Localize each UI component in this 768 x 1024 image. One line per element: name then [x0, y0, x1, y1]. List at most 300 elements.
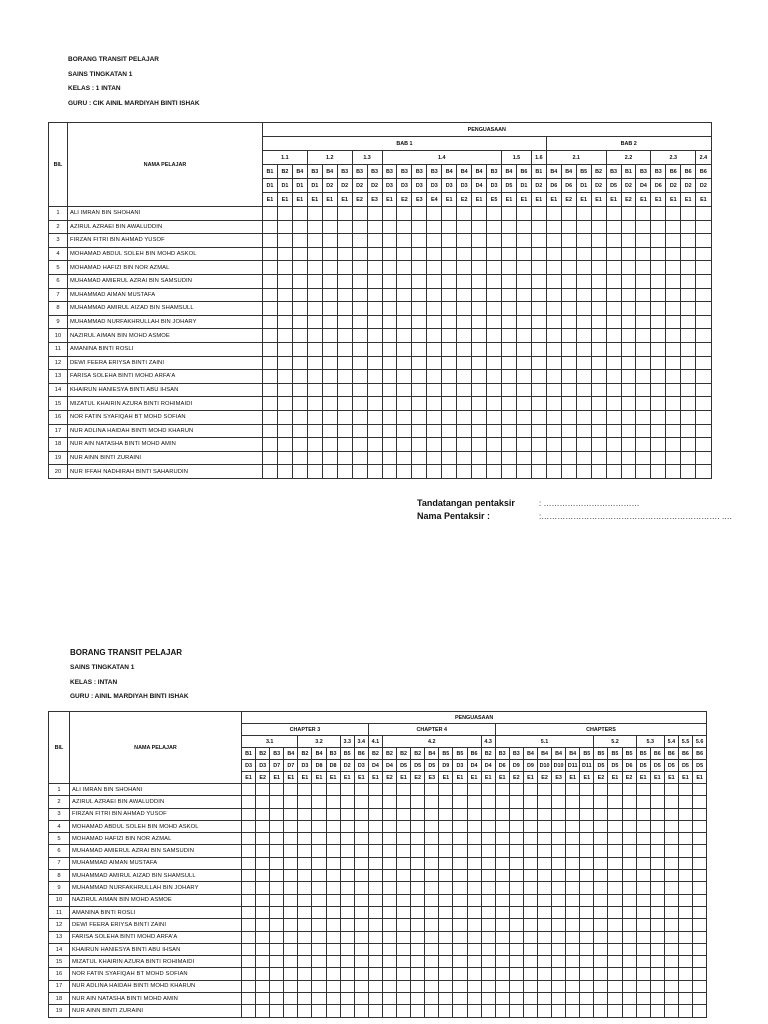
mark-cell[interactable] — [666, 315, 681, 329]
mark-cell[interactable] — [312, 808, 326, 820]
mark-cell[interactable] — [439, 870, 453, 882]
mark-cell[interactable] — [457, 207, 472, 221]
mark-cell[interactable] — [621, 274, 636, 288]
mark-cell[interactable] — [678, 993, 692, 1005]
mark-cell[interactable] — [509, 931, 523, 943]
mark-cell[interactable] — [509, 1005, 523, 1017]
mark-cell[interactable] — [368, 931, 382, 943]
mark-cell[interactable] — [666, 247, 681, 261]
mark-cell[interactable] — [678, 882, 692, 894]
mark-cell[interactable] — [427, 261, 442, 275]
mark-cell[interactable] — [270, 894, 284, 906]
mark-cell[interactable] — [242, 870, 256, 882]
mark-cell[interactable] — [425, 968, 439, 980]
mark-cell[interactable] — [442, 274, 457, 288]
mark-cell[interactable] — [606, 274, 621, 288]
mark-cell[interactable] — [382, 356, 397, 370]
mark-cell[interactable] — [481, 906, 495, 918]
mark-cell[interactable] — [531, 274, 546, 288]
mark-cell[interactable] — [664, 796, 678, 808]
mark-cell[interactable] — [502, 247, 517, 261]
mark-cell[interactable] — [546, 342, 561, 356]
mark-cell[interactable] — [576, 356, 591, 370]
mark-cell[interactable] — [608, 956, 622, 968]
mark-cell[interactable] — [457, 247, 472, 261]
mark-cell[interactable] — [552, 784, 566, 796]
mark-cell[interactable] — [622, 919, 636, 931]
mark-cell[interactable] — [427, 207, 442, 221]
mark-cell[interactable] — [425, 808, 439, 820]
mark-cell[interactable] — [523, 968, 537, 980]
mark-cell[interactable] — [412, 438, 427, 452]
mark-cell[interactable] — [453, 857, 467, 869]
mark-cell[interactable] — [412, 261, 427, 275]
mark-cell[interactable] — [472, 247, 487, 261]
mark-cell[interactable] — [322, 397, 337, 411]
mark-cell[interactable] — [516, 342, 531, 356]
mark-cell[interactable] — [580, 968, 594, 980]
mark-cell[interactable] — [608, 833, 622, 845]
mark-cell[interactable] — [693, 980, 707, 992]
mark-cell[interactable] — [636, 882, 650, 894]
mark-cell[interactable] — [693, 784, 707, 796]
mark-cell[interactable] — [425, 956, 439, 968]
mark-cell[interactable] — [382, 410, 397, 424]
mark-cell[interactable] — [439, 919, 453, 931]
mark-cell[interactable] — [606, 424, 621, 438]
mark-cell[interactable] — [307, 274, 322, 288]
mark-cell[interactable] — [397, 808, 411, 820]
mark-cell[interactable] — [481, 870, 495, 882]
mark-cell[interactable] — [284, 833, 298, 845]
mark-cell[interactable] — [608, 1005, 622, 1017]
mark-cell[interactable] — [442, 207, 457, 221]
mark-cell[interactable] — [263, 220, 278, 234]
mark-cell[interactable] — [696, 302, 711, 316]
mark-cell[interactable] — [531, 451, 546, 465]
mark-cell[interactable] — [580, 943, 594, 955]
mark-cell[interactable] — [298, 919, 312, 931]
mark-cell[interactable] — [576, 397, 591, 411]
mark-cell[interactable] — [411, 870, 425, 882]
mark-cell[interactable] — [693, 956, 707, 968]
mark-cell[interactable] — [622, 1005, 636, 1017]
mark-cell[interactable] — [664, 894, 678, 906]
mark-cell[interactable] — [425, 845, 439, 857]
mark-cell[interactable] — [397, 410, 412, 424]
mark-cell[interactable] — [666, 397, 681, 411]
mark-cell[interactable] — [453, 784, 467, 796]
mark-cell[interactable] — [453, 919, 467, 931]
mark-cell[interactable] — [425, 993, 439, 1005]
mark-cell[interactable] — [531, 302, 546, 316]
mark-cell[interactable] — [523, 919, 537, 931]
mark-cell[interactable] — [509, 845, 523, 857]
mark-cell[interactable] — [322, 410, 337, 424]
mark-cell[interactable] — [292, 370, 307, 384]
mark-cell[interactable] — [696, 329, 711, 343]
mark-cell[interactable] — [552, 820, 566, 832]
mark-cell[interactable] — [531, 329, 546, 343]
mark-cell[interactable] — [678, 784, 692, 796]
mark-cell[interactable] — [636, 956, 650, 968]
mark-cell[interactable] — [591, 370, 606, 384]
mark-cell[interactable] — [580, 833, 594, 845]
mark-cell[interactable] — [636, 438, 651, 452]
mark-cell[interactable] — [256, 894, 270, 906]
mark-cell[interactable] — [576, 315, 591, 329]
mark-cell[interactable] — [621, 261, 636, 275]
mark-cell[interactable] — [693, 882, 707, 894]
mark-cell[interactable] — [263, 451, 278, 465]
mark-cell[interactable] — [337, 424, 352, 438]
mark-cell[interactable] — [487, 220, 502, 234]
mark-cell[interactable] — [487, 342, 502, 356]
mark-cell[interactable] — [636, 315, 651, 329]
mark-cell[interactable] — [636, 370, 651, 384]
mark-cell[interactable] — [292, 424, 307, 438]
mark-cell[interactable] — [576, 234, 591, 248]
mark-cell[interactable] — [242, 882, 256, 894]
mark-cell[interactable] — [487, 315, 502, 329]
mark-cell[interactable] — [382, 857, 396, 869]
mark-cell[interactable] — [693, 820, 707, 832]
mark-cell[interactable] — [502, 370, 517, 384]
mark-cell[interactable] — [354, 1005, 368, 1017]
mark-cell[interactable] — [382, 870, 396, 882]
mark-cell[interactable] — [678, 894, 692, 906]
mark-cell[interactable] — [681, 274, 696, 288]
mark-cell[interactable] — [292, 329, 307, 343]
mark-cell[interactable] — [442, 261, 457, 275]
mark-cell[interactable] — [509, 870, 523, 882]
mark-cell[interactable] — [681, 397, 696, 411]
mark-cell[interactable] — [678, 833, 692, 845]
mark-cell[interactable] — [368, 956, 382, 968]
mark-cell[interactable] — [326, 1005, 340, 1017]
mark-cell[interactable] — [566, 820, 580, 832]
mark-cell[interactable] — [382, 956, 396, 968]
mark-cell[interactable] — [523, 808, 537, 820]
mark-cell[interactable] — [552, 993, 566, 1005]
mark-cell[interactable] — [284, 968, 298, 980]
mark-cell[interactable] — [481, 968, 495, 980]
mark-cell[interactable] — [696, 465, 711, 479]
mark-cell[interactable] — [523, 956, 537, 968]
mark-cell[interactable] — [467, 870, 481, 882]
mark-cell[interactable] — [509, 956, 523, 968]
mark-cell[interactable] — [263, 424, 278, 438]
mark-cell[interactable] — [606, 207, 621, 221]
mark-cell[interactable] — [467, 894, 481, 906]
mark-cell[interactable] — [352, 424, 367, 438]
mark-cell[interactable] — [636, 207, 651, 221]
mark-cell[interactable] — [352, 220, 367, 234]
mark-cell[interactable] — [270, 833, 284, 845]
mark-cell[interactable] — [284, 857, 298, 869]
mark-cell[interactable] — [636, 410, 651, 424]
mark-cell[interactable] — [608, 943, 622, 955]
mark-cell[interactable] — [678, 796, 692, 808]
mark-cell[interactable] — [636, 424, 651, 438]
mark-cell[interactable] — [425, 857, 439, 869]
mark-cell[interactable] — [457, 383, 472, 397]
mark-cell[interactable] — [397, 796, 411, 808]
mark-cell[interactable] — [367, 370, 382, 384]
mark-cell[interactable] — [242, 993, 256, 1005]
mark-cell[interactable] — [352, 234, 367, 248]
mark-cell[interactable] — [594, 894, 608, 906]
mark-cell[interactable] — [693, 833, 707, 845]
mark-cell[interactable] — [382, 302, 397, 316]
mark-cell[interactable] — [453, 808, 467, 820]
mark-cell[interactable] — [594, 943, 608, 955]
mark-cell[interactable] — [457, 424, 472, 438]
mark-cell[interactable] — [270, 980, 284, 992]
mark-cell[interactable] — [284, 993, 298, 1005]
mark-cell[interactable] — [242, 931, 256, 943]
mark-cell[interactable] — [621, 207, 636, 221]
mark-cell[interactable] — [412, 356, 427, 370]
mark-cell[interactable] — [270, 919, 284, 931]
mark-cell[interactable] — [531, 438, 546, 452]
mark-cell[interactable] — [546, 220, 561, 234]
mark-cell[interactable] — [322, 220, 337, 234]
mark-cell[interactable] — [277, 465, 292, 479]
mark-cell[interactable] — [453, 894, 467, 906]
mark-cell[interactable] — [487, 261, 502, 275]
mark-cell[interactable] — [523, 906, 537, 918]
mark-cell[interactable] — [580, 919, 594, 931]
mark-cell[interactable] — [277, 315, 292, 329]
mark-cell[interactable] — [636, 397, 651, 411]
mark-cell[interactable] — [307, 220, 322, 234]
mark-cell[interactable] — [352, 315, 367, 329]
mark-cell[interactable] — [425, 870, 439, 882]
mark-cell[interactable] — [636, 993, 650, 1005]
mark-cell[interactable] — [608, 870, 622, 882]
mark-cell[interactable] — [621, 315, 636, 329]
mark-cell[interactable] — [312, 870, 326, 882]
mark-cell[interactable] — [411, 882, 425, 894]
mark-cell[interactable] — [412, 274, 427, 288]
mark-cell[interactable] — [608, 857, 622, 869]
mark-cell[interactable] — [439, 906, 453, 918]
mark-cell[interactable] — [693, 1005, 707, 1017]
mark-cell[interactable] — [368, 882, 382, 894]
mark-cell[interactable] — [566, 956, 580, 968]
mark-cell[interactable] — [242, 808, 256, 820]
mark-cell[interactable] — [666, 234, 681, 248]
mark-cell[interactable] — [367, 220, 382, 234]
mark-cell[interactable] — [382, 234, 397, 248]
mark-cell[interactable] — [622, 956, 636, 968]
mark-cell[interactable] — [636, 1005, 650, 1017]
mark-cell[interactable] — [397, 980, 411, 992]
mark-cell[interactable] — [651, 274, 666, 288]
mark-cell[interactable] — [523, 857, 537, 869]
mark-cell[interactable] — [636, 261, 651, 275]
mark-cell[interactable] — [382, 894, 396, 906]
mark-cell[interactable] — [537, 784, 551, 796]
mark-cell[interactable] — [263, 207, 278, 221]
mark-cell[interactable] — [382, 820, 396, 832]
mark-cell[interactable] — [382, 845, 396, 857]
mark-cell[interactable] — [650, 919, 664, 931]
mark-cell[interactable] — [636, 906, 650, 918]
mark-cell[interactable] — [622, 808, 636, 820]
mark-cell[interactable] — [242, 956, 256, 968]
mark-cell[interactable] — [442, 234, 457, 248]
mark-cell[interactable] — [622, 870, 636, 882]
mark-cell[interactable] — [502, 288, 517, 302]
mark-cell[interactable] — [284, 845, 298, 857]
mark-cell[interactable] — [368, 845, 382, 857]
mark-cell[interactable] — [337, 397, 352, 411]
mark-cell[interactable] — [566, 993, 580, 1005]
mark-cell[interactable] — [340, 968, 354, 980]
mark-cell[interactable] — [367, 302, 382, 316]
mark-cell[interactable] — [636, 220, 651, 234]
mark-cell[interactable] — [439, 882, 453, 894]
mark-cell[interactable] — [326, 882, 340, 894]
mark-cell[interactable] — [576, 302, 591, 316]
mark-cell[interactable] — [651, 261, 666, 275]
mark-cell[interactable] — [263, 397, 278, 411]
mark-cell[interactable] — [591, 261, 606, 275]
mark-cell[interactable] — [354, 833, 368, 845]
mark-cell[interactable] — [411, 906, 425, 918]
mark-cell[interactable] — [270, 857, 284, 869]
mark-cell[interactable] — [664, 820, 678, 832]
mark-cell[interactable] — [608, 919, 622, 931]
mark-cell[interactable] — [307, 424, 322, 438]
mark-cell[interactable] — [284, 1005, 298, 1017]
mark-cell[interactable] — [354, 784, 368, 796]
mark-cell[interactable] — [636, 383, 651, 397]
mark-cell[interactable] — [337, 302, 352, 316]
mark-cell[interactable] — [523, 820, 537, 832]
mark-cell[interactable] — [561, 274, 576, 288]
mark-cell[interactable] — [326, 980, 340, 992]
mark-cell[interactable] — [495, 845, 509, 857]
mark-cell[interactable] — [666, 207, 681, 221]
mark-cell[interactable] — [453, 980, 467, 992]
mark-cell[interactable] — [664, 968, 678, 980]
mark-cell[interactable] — [650, 894, 664, 906]
mark-cell[interactable] — [298, 882, 312, 894]
mark-cell[interactable] — [606, 315, 621, 329]
mark-cell[interactable] — [457, 302, 472, 316]
mark-cell[interactable] — [397, 288, 412, 302]
mark-cell[interactable] — [442, 315, 457, 329]
mark-cell[interactable] — [270, 906, 284, 918]
mark-cell[interactable] — [664, 1005, 678, 1017]
mark-cell[interactable] — [696, 261, 711, 275]
mark-cell[interactable] — [322, 261, 337, 275]
mark-cell[interactable] — [256, 993, 270, 1005]
mark-cell[interactable] — [263, 329, 278, 343]
mark-cell[interactable] — [427, 424, 442, 438]
mark-cell[interactable] — [622, 833, 636, 845]
mark-cell[interactable] — [523, 845, 537, 857]
mark-cell[interactable] — [453, 968, 467, 980]
mark-cell[interactable] — [322, 207, 337, 221]
mark-cell[interactable] — [270, 820, 284, 832]
mark-cell[interactable] — [651, 356, 666, 370]
mark-cell[interactable] — [242, 943, 256, 955]
mark-cell[interactable] — [472, 410, 487, 424]
mark-cell[interactable] — [397, 383, 412, 397]
mark-cell[interactable] — [487, 207, 502, 221]
mark-cell[interactable] — [666, 451, 681, 465]
mark-cell[interactable] — [427, 451, 442, 465]
mark-cell[interactable] — [606, 438, 621, 452]
mark-cell[interactable] — [495, 796, 509, 808]
mark-cell[interactable] — [411, 968, 425, 980]
mark-cell[interactable] — [256, 980, 270, 992]
mark-cell[interactable] — [397, 919, 411, 931]
mark-cell[interactable] — [591, 315, 606, 329]
mark-cell[interactable] — [256, 808, 270, 820]
mark-cell[interactable] — [382, 424, 397, 438]
mark-cell[interactable] — [457, 397, 472, 411]
mark-cell[interactable] — [546, 315, 561, 329]
mark-cell[interactable] — [591, 424, 606, 438]
mark-cell[interactable] — [495, 820, 509, 832]
mark-cell[interactable] — [495, 906, 509, 918]
mark-cell[interactable] — [397, 451, 412, 465]
mark-cell[interactable] — [284, 870, 298, 882]
mark-cell[interactable] — [472, 397, 487, 411]
mark-cell[interactable] — [382, 993, 396, 1005]
mark-cell[interactable] — [439, 931, 453, 943]
mark-cell[interactable] — [457, 288, 472, 302]
mark-cell[interactable] — [367, 410, 382, 424]
mark-cell[interactable] — [591, 207, 606, 221]
mark-cell[interactable] — [636, 968, 650, 980]
mark-cell[interactable] — [292, 274, 307, 288]
mark-cell[interactable] — [382, 288, 397, 302]
mark-cell[interactable] — [367, 465, 382, 479]
mark-cell[interactable] — [340, 833, 354, 845]
mark-cell[interactable] — [516, 397, 531, 411]
mark-cell[interactable] — [651, 383, 666, 397]
mark-cell[interactable] — [606, 234, 621, 248]
mark-cell[interactable] — [678, 857, 692, 869]
mark-cell[interactable] — [312, 796, 326, 808]
mark-cell[interactable] — [566, 931, 580, 943]
mark-cell[interactable] — [622, 882, 636, 894]
mark-cell[interactable] — [427, 234, 442, 248]
mark-cell[interactable] — [693, 845, 707, 857]
mark-cell[interactable] — [666, 288, 681, 302]
mark-cell[interactable] — [312, 956, 326, 968]
mark-cell[interactable] — [664, 784, 678, 796]
mark-cell[interactable] — [537, 943, 551, 955]
mark-cell[interactable] — [442, 329, 457, 343]
mark-cell[interactable] — [516, 315, 531, 329]
mark-cell[interactable] — [368, 808, 382, 820]
mark-cell[interactable] — [292, 451, 307, 465]
mark-cell[interactable] — [439, 808, 453, 820]
mark-cell[interactable] — [298, 906, 312, 918]
mark-cell[interactable] — [270, 956, 284, 968]
mark-cell[interactable] — [696, 383, 711, 397]
mark-cell[interactable] — [439, 980, 453, 992]
mark-cell[interactable] — [651, 329, 666, 343]
mark-cell[interactable] — [427, 329, 442, 343]
